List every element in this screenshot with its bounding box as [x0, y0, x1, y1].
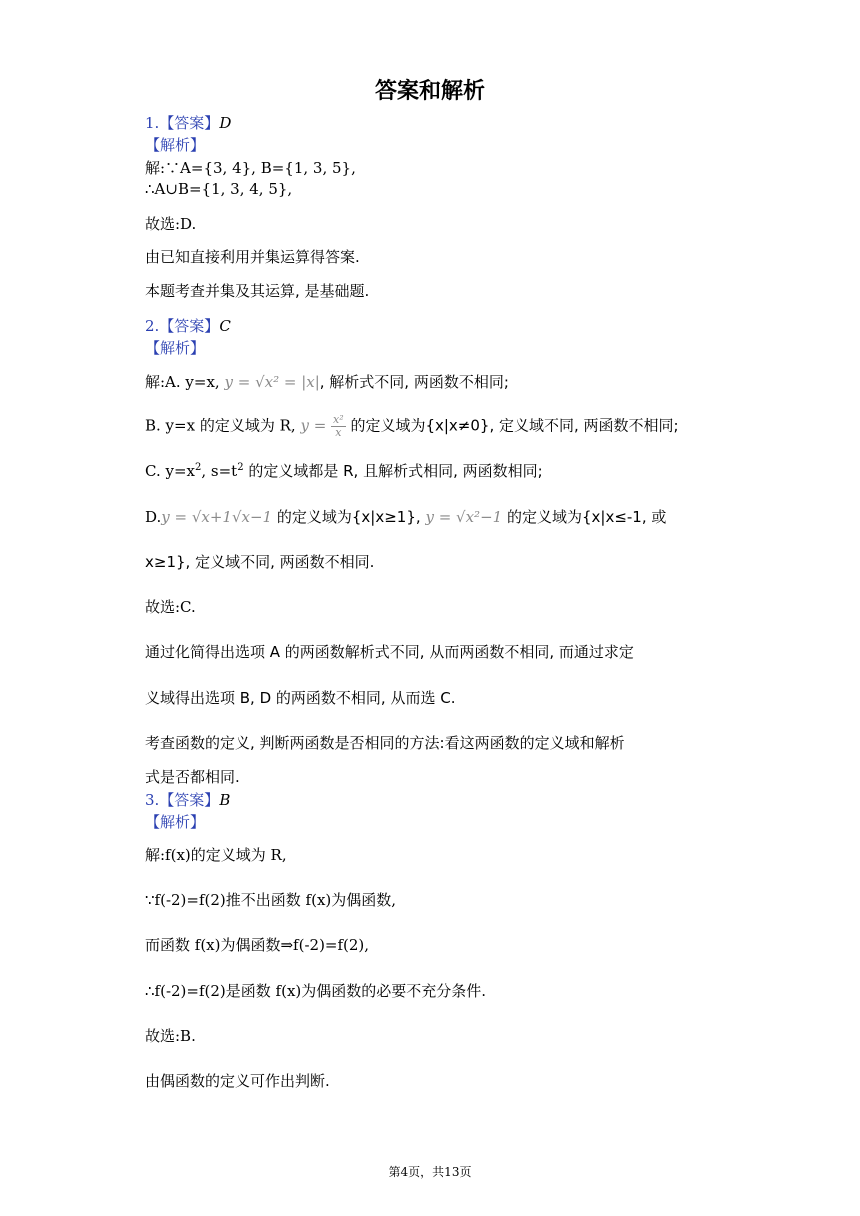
- q2-c-text-2: , s=t: [201, 462, 238, 480]
- q2-d-domain-1: 的定义域为{x|x≥1},: [276, 508, 421, 526]
- q2-summary-4: 式是否都相同.: [145, 768, 240, 786]
- q2-answer-line: [145, 315, 231, 336]
- q2-option-d: [145, 506, 666, 527]
- q2-b-formula-y: y =: [300, 416, 327, 435]
- q3-line-3: 而函数 f(x)为偶函数⇒f(-2)=f(2),: [145, 936, 370, 954]
- page-footer: 第4页，共13页: [388, 1165, 472, 1179]
- q2-c-sup-1: 2: [194, 462, 202, 473]
- q2-option-d-cont: x≥1}, 定义域不同, 两函数不相同.: [145, 553, 375, 571]
- q2-b-fraction: [331, 414, 346, 439]
- q2-analysis-label: 【解析】: [145, 339, 206, 357]
- q3-answer-line: [145, 789, 230, 810]
- q1-answer: D: [219, 114, 232, 132]
- q3-analysis-label: 【解析】: [145, 813, 206, 831]
- q3-answer: B: [219, 791, 231, 809]
- q2-answer: C: [219, 317, 231, 335]
- q2-option-b: [145, 414, 679, 439]
- q2-option-c: [145, 460, 543, 481]
- q2-summary-3: 考查函数的定义, 判断两函数是否相同的方法:看这两函数的定义域和解析: [145, 734, 625, 752]
- q2-c-text-1: C. y=x: [145, 462, 195, 480]
- q2-summary-1: 通过化简得出选项 A 的两函数解析式不同, 从而两函数不相同, 而通过求定: [145, 643, 634, 661]
- q2-b-conclusion: 的定义域为{x|x≠0}, 定义域不同, 两函数不相同;: [350, 416, 679, 435]
- q3-line-6: 由偶函数的定义可作出判断.: [145, 1072, 330, 1090]
- q2-a-text: 解:A. y=x,: [145, 373, 220, 391]
- q3-line-5: 故选:B.: [145, 1027, 196, 1045]
- q1-line-5: 本题考查并集及其运算, 是基础题.: [145, 282, 370, 300]
- q2-b-denominator: x: [335, 426, 342, 439]
- q2-b-text: B. y=x 的定义域为 R,: [145, 416, 296, 435]
- q2-option-a: [145, 371, 509, 392]
- q2-choose: 故选:C.: [145, 598, 196, 616]
- q2-c-sup-2: 2: [237, 462, 244, 473]
- q1-answer-line: [145, 112, 231, 133]
- q2-b-numerator: x²: [333, 413, 344, 426]
- q2-a-conclusion: , 解析式不同, 两函数不相同;: [319, 373, 509, 391]
- page-title: 答案和解析: [374, 79, 485, 104]
- q1-line-4: 由已知直接利用并集运算得答案.: [145, 248, 360, 266]
- q3-line-4: ∴f(-2)=f(2)是函数 f(x)为偶函数的必要不充分条件.: [145, 982, 487, 1000]
- q1-analysis-label: 【解析】: [145, 136, 206, 154]
- q1-line-3: 故选:D.: [145, 215, 197, 233]
- q2-d-formula-1: y = √x+1√x−1: [161, 508, 273, 526]
- q2-a-formula: y = √x² = |x|: [224, 373, 320, 391]
- q1-line-2: ∴A∪B={1, 3, 4, 5},: [145, 180, 293, 198]
- q2-d-text: D.: [145, 508, 162, 526]
- q3-answer-label: 3.【答案】: [145, 791, 220, 809]
- q2-d-domain-2: 的定义域为{x|x≤-1, 或: [506, 508, 667, 526]
- q3-line-1: 解:f(x)的定义域为 R,: [145, 846, 287, 864]
- q3-line-2: ∵f(-2)=f(2)推不出函数 f(x)为偶函数,: [145, 891, 397, 909]
- q1-line-1: 解:∵A={3, 4}, B={1, 3, 5},: [145, 159, 356, 177]
- q2-d-formula-2: y = √x²−1: [425, 508, 503, 526]
- q2-c-conclusion: 的定义域都是 R, 且解析式相同, 两函数相同;: [243, 462, 543, 480]
- q2-summary-2: 义域得出选项 B, D 的两函数不相同, 从而选 C.: [145, 689, 456, 707]
- q2-answer-label: 2.【答案】: [145, 317, 220, 335]
- q1-answer-label: 1.【答案】: [145, 114, 220, 132]
